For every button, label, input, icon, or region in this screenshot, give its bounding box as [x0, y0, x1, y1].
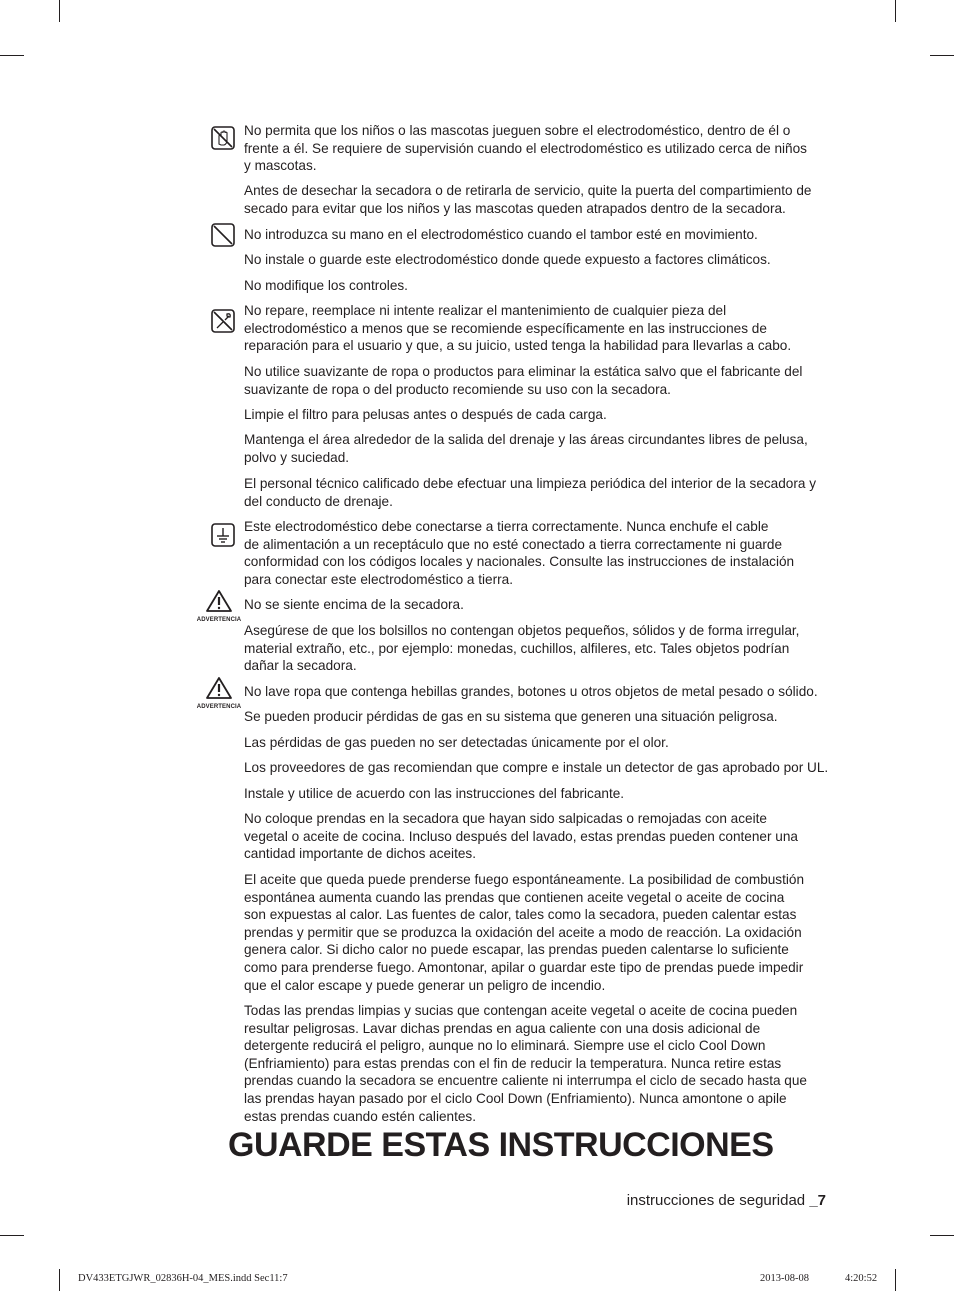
no-tools-icon	[211, 309, 235, 338]
page-title: GUARDE ESTAS INSTRUCCIONES	[228, 1126, 774, 1164]
ground-icon	[211, 523, 235, 552]
safety-paragraph: No utilice suavizante de ropa o productos para eliminar la estática salvo que el fabricante del suavizante de ropa o del producto recomiende su uso con la secadora.	[244, 364, 803, 397]
safety-paragraph: Mantenga el área alrededor de la salida del drenaje y las áreas circundantes libres de pelusa, polvo y suciedad.	[244, 432, 808, 465]
crop-mark	[895, 0, 896, 22]
crop-mark	[0, 1235, 24, 1236]
crop-mark	[895, 1269, 896, 1291]
page-footer	[627, 1192, 826, 1209]
safety-paragraph: Se pueden producir pérdidas de gas en su sistema que generen una situación peligrosa.	[244, 709, 778, 724]
crop-mark	[930, 1235, 954, 1236]
warning-triangle-icon	[194, 676, 244, 710]
warning-label: ADVERTENCIA	[196, 617, 242, 623]
safety-paragraph: Antes de desechar la secadora o de retirarla de servicio, quite la puerta del compartimiento de secado para evitar que los niños y las mascotas queden atrapados dentro de la secadora.	[244, 183, 812, 216]
page-number: _7	[809, 1192, 826, 1209]
safety-paragraph: No lave ropa que contenga hebillas grandes, botones u otros objetos de metal pesado o sólido.	[244, 684, 818, 699]
safety-paragraph: No se siente encima de la secadora.	[244, 597, 464, 612]
safety-paragraph: Las pérdidas de gas pueden no ser detectadas únicamente por el olor.	[244, 735, 669, 750]
safety-paragraph: Asegúrese de que los bolsillos no contengan objetos pequeños, sólidos y de forma irregular, material extraño, etc., por ejemplo: monedas, cuchillos, alfileres, etc. Tales objetos podrían dañar la secadora.	[244, 623, 800, 674]
crop-mark	[0, 55, 24, 56]
safety-paragraph: No permita que los niños o las mascotas jueguen sobre el electrodoméstico, dentro de él o frente a él. Se requiere de supervisión cuando el electrodoméstico es utilizado cerca de niños y mascotas.	[244, 123, 807, 174]
warning-label: ADVERTENCIA	[196, 704, 242, 710]
safety-paragraph: No repare, reemplace ni intente realizar el mantenimiento de cualquier pieza del electrodoméstico a menos que se recomiende específicamente en las instrucciones de reparación para el usuario y que, a su juicio, usted tenga la habilidad para llevarlas a cabo.	[244, 303, 792, 354]
safety-paragraph: Limpie el filtro para pelusas antes o después de cada carga.	[244, 407, 607, 422]
safety-paragraph: Este electrodoméstico debe conectarse a tierra correctamente. Nunca enchufe el cable de alimentación a un receptáculo que no esté conectado a tierra correctamente ni guarde conformidad con los códigos locales y nacionales. Consulte las instrucciones de instalación para conectar este electrodoméstico a tierra.	[244, 519, 795, 587]
crop-mark	[59, 0, 60, 22]
no-hand-icon	[211, 126, 235, 155]
safety-paragraph: Todas las prendas limpias y sucias que contengan aceite vegetal o aceite de cocina pueden resultar peligrosas. Lavar dichas prendas en agua caliente con una dosis adicional de detergente reducirá el peligro, aunque no lo eliminará. Siempre use el ciclo Cool Down (Enfriamiento) para estas prendas con el fin de reducir la temperatura. Nunca retire estas prendas cuando la secadora se encuentre caliente ni interrumpa el ciclo de secado hasta que las prendas hayan pasado por el ciclo Cool Down (Enfriamiento). Nunca amontone o apile estas prendas cuando estén calientes.	[244, 1003, 807, 1124]
slug-file: DV433ETGJWR_02836H-04_MES.indd Sec11:7	[78, 1273, 288, 1284]
safety-paragraph: No coloque prendas en la secadora que hayan sido salpicadas o remojadas con aceite vegetal o aceite de cocina. Incluso después del lavado, estas prendas pueden contener una cantidad importante de dichos aceites.	[244, 811, 798, 862]
crop-mark	[59, 1269, 60, 1291]
prohibited-icon	[211, 223, 235, 252]
slug-time: 4:20:52	[845, 1273, 878, 1284]
slug-date: 2013-08-08	[760, 1273, 809, 1284]
safety-paragraph: Los proveedores de gas recomiendan que compre e instale un detector de gas aprobado por UL.	[244, 760, 829, 775]
safety-paragraph: El personal técnico calificado debe efectuar una limpieza periódica del interior de la secadora y del conducto de drenaje.	[244, 476, 817, 509]
safety-paragraph: Instale y utilice de acuerdo con las instrucciones del fabricante.	[244, 786, 625, 801]
footer-section: instrucciones de seguridad	[626, 1192, 806, 1209]
crop-mark	[930, 55, 954, 56]
safety-paragraph: No introduzca su mano en el electrodoméstico cuando el tambor esté en movimiento.	[244, 227, 758, 242]
safety-paragraph: El aceite que queda puede prenderse fuego espontáneamente. La posibilidad de combustión espontánea aumenta cuando las prendas que contienen aceite vegetal o aceite de cocina son expuestas al calor. Las fuentes de calor, tales como la secadora, pueden calentar estas prendas y permitir que se produzca la oxidación del aceite a modo de reacción. La oxidación genera calor. Si dicho calor no puede escapar, las prendas pueden calentarse lo suficiente como para prenderse fuego. Amontonar, apilar o guardar este tipo de prendas puede impedir que el calor escape y puede generar un peligro de incendio.	[244, 872, 805, 993]
safety-paragraph: No instale o guarde este electrodoméstico donde quede expuesto a factores climáticos.	[244, 252, 771, 267]
warning-triangle-icon	[194, 589, 244, 623]
safety-paragraph: No modifique los controles.	[244, 278, 408, 293]
